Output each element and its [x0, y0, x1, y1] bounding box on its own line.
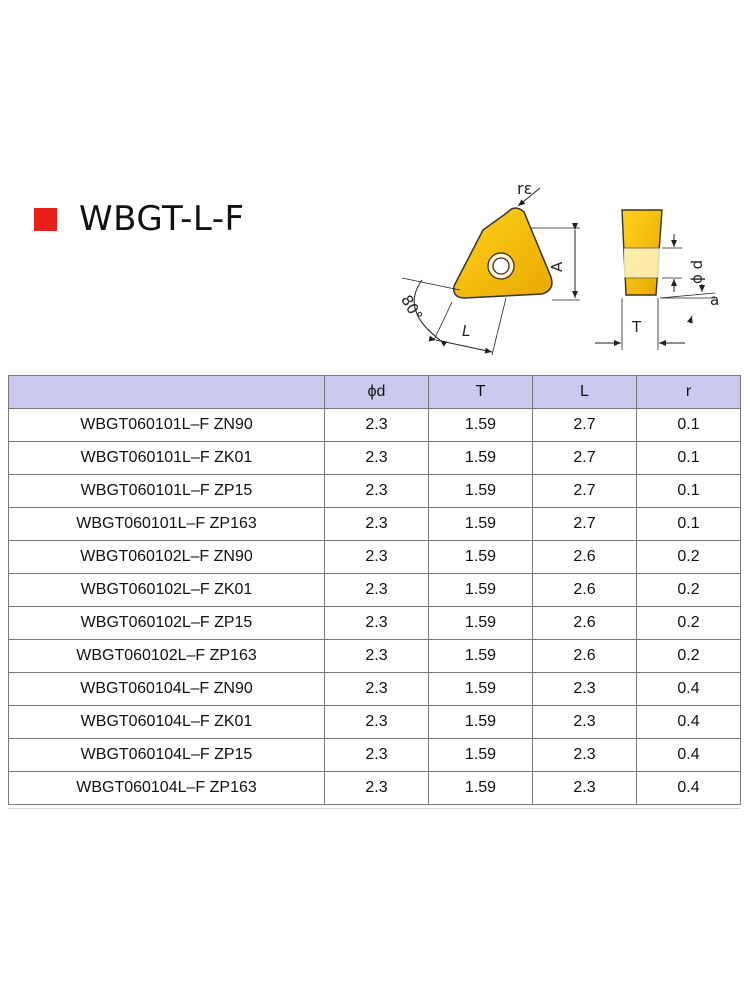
model-cell: WBGT060104L–F ZK01 — [9, 706, 325, 739]
t-cell: 1.59 — [429, 409, 533, 442]
table-row — [9, 607, 741, 640]
l-cell: 2.7 — [533, 475, 637, 508]
table-row — [9, 442, 741, 475]
r-cell: 0.1 — [637, 409, 741, 442]
r-cell: 0.4 — [637, 739, 741, 772]
l-cell: 2.6 — [533, 640, 637, 673]
model-cell: WBGT060102L–F ZP163 — [9, 640, 325, 673]
t-cell: 1.59 — [429, 475, 533, 508]
page-title: WBGT-L-F — [79, 199, 245, 239]
model-cell: WBGT060104L–F ZP15 — [9, 739, 325, 772]
d-cell: 2.3 — [325, 409, 429, 442]
table-row — [9, 574, 741, 607]
table-row — [9, 706, 741, 739]
l-cell: 2.6 — [533, 607, 637, 640]
r-cell: 0.1 — [637, 442, 741, 475]
table-row — [9, 541, 741, 574]
l-cell: 2.6 — [533, 541, 637, 574]
header-r: r — [637, 376, 741, 409]
table-header-row — [9, 376, 741, 409]
t-cell: 1.59 — [429, 541, 533, 574]
d-cell: 2.3 — [325, 739, 429, 772]
table-row — [9, 673, 741, 706]
model-cell: WBGT060101L–F ZP15 — [9, 475, 325, 508]
l-cell: 2.7 — [533, 442, 637, 475]
l-cell: 2.7 — [533, 409, 637, 442]
r-cell: 0.2 — [637, 541, 741, 574]
t-cell: 1.59 — [429, 508, 533, 541]
model-cell: WBGT060101L–F ZP163 — [9, 508, 325, 541]
t-cell: 1.59 — [429, 640, 533, 673]
table-row — [9, 739, 741, 772]
t-cell: 1.59 — [429, 706, 533, 739]
l-cell: 2.6 — [533, 574, 637, 607]
model-cell: WBGT060102L–F ZK01 — [9, 574, 325, 607]
d-cell: 2.3 — [325, 673, 429, 706]
d-cell: 2.3 — [325, 541, 429, 574]
d-cell: 2.3 — [325, 442, 429, 475]
table-row — [9, 475, 741, 508]
d-cell: 2.3 — [325, 508, 429, 541]
model-cell: WBGT060102L–F ZN90 — [9, 541, 325, 574]
bottom-divider — [8, 808, 740, 809]
d-cell: 2.3 — [325, 772, 429, 805]
l-cell: 2.3 — [533, 706, 637, 739]
r-cell: 0.4 — [637, 772, 741, 805]
clearance-label: a — [710, 291, 720, 309]
header-d: ϕd — [325, 376, 429, 409]
l-cell: 2.3 — [533, 739, 637, 772]
l-cell: 2.3 — [533, 772, 637, 805]
insert-diagram — [380, 170, 740, 360]
model-cell: WBGT060101L–F ZK01 — [9, 442, 325, 475]
table-row — [9, 640, 741, 673]
r-cell: 0.1 — [637, 508, 741, 541]
angle-label: 80° — [397, 291, 427, 324]
t-cell: 1.59 — [429, 772, 533, 805]
dim-a-label: A — [548, 261, 566, 272]
t-cell: 1.59 — [429, 442, 533, 475]
model-cell: WBGT060101L–F ZN90 — [9, 409, 325, 442]
l-cell: 2.3 — [533, 673, 637, 706]
model-cell: WBGT060102L–F ZP15 — [9, 607, 325, 640]
table-row — [9, 508, 741, 541]
radius-label: rε — [517, 179, 533, 198]
t-cell: 1.59 — [429, 739, 533, 772]
dim-t-label: T — [632, 318, 642, 336]
r-cell: 0.2 — [637, 607, 741, 640]
r-cell: 0.2 — [637, 640, 741, 673]
d-cell: 2.3 — [325, 607, 429, 640]
dim-d-label: ϕ d — [688, 259, 706, 284]
insert-hole-inner — [493, 258, 509, 274]
r-cell: 0.1 — [637, 475, 741, 508]
d-cell: 2.3 — [325, 706, 429, 739]
d-cell: 2.3 — [325, 640, 429, 673]
d-cell: 2.3 — [325, 475, 429, 508]
header-l: L — [533, 376, 637, 409]
table-row — [9, 409, 741, 442]
d-cell: 2.3 — [325, 574, 429, 607]
r-cell: 0.4 — [637, 673, 741, 706]
page-title-block — [34, 196, 245, 242]
dim-l-label: L — [462, 322, 471, 340]
table-row — [9, 772, 741, 805]
model-cell: WBGT060104L–F ZN90 — [9, 673, 325, 706]
header-model — [9, 376, 325, 409]
t-cell: 1.59 — [429, 673, 533, 706]
spec-table — [8, 375, 741, 805]
t-cell: 1.59 — [429, 607, 533, 640]
red-square-icon — [34, 208, 57, 231]
model-cell: WBGT060104L–F ZP163 — [9, 772, 325, 805]
header-t: T — [429, 376, 533, 409]
r-cell: 0.2 — [637, 574, 741, 607]
t-cell: 1.59 — [429, 574, 533, 607]
r-cell: 0.4 — [637, 706, 741, 739]
l-cell: 2.7 — [533, 508, 637, 541]
